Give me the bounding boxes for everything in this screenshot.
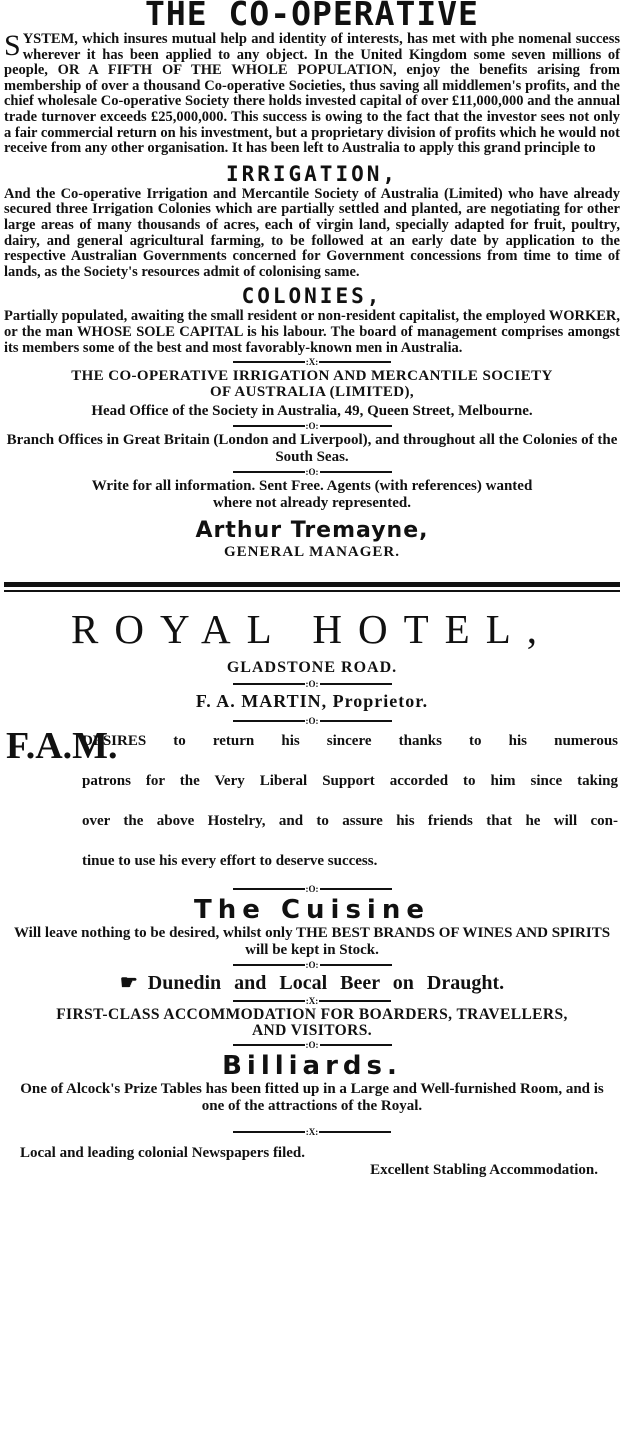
society-name-line2: OF AUSTRALIA (LIMITED), (209, 384, 415, 401)
hotel-proprietor: F. A. MARTIN, Proprietor. (195, 691, 429, 712)
billiards-text: One of Alcock's Prize Tables has been fitted up in a Large and Well-furnished Room, and is one of the attractions of the Royal. (20, 1081, 604, 1115)
cooperative-advertisement (4, 0, 620, 560)
manager-title: GENERAL MANAGER. (223, 544, 400, 561)
fam-initials: F.A.M. (6, 725, 118, 768)
separator: :O: (4, 960, 620, 970)
pointing-hand-icon: ☛ (119, 972, 138, 995)
colonies-heading: COLONIES, (241, 284, 383, 309)
separator: :O: (4, 467, 620, 477)
fam-line: tinue to use his every effort to deserve success. (82, 853, 378, 870)
fam-line: patrons for the Very Liberal Support accorded to him since taking (82, 773, 618, 790)
cooperative-intro (4, 29, 620, 157)
cuisine-heading: The Cuisine (194, 895, 430, 926)
drop-cap: S (4, 29, 21, 62)
beer-text: Dunedin and Local Beer on Draught. (147, 972, 505, 995)
irrigation-text: And the Co-operative Irrigation and Mercantile Society of Australia (Limited) who have already secured three Irrigation Colonies which are partially settled and planted, are negotiating for other large areas of many thousands of acres, each of virgin land, specially adapted for fruit, poultry, dairy, and general agricultural farming, to be followed at an early date by application to the respective Australian Governments concerned for Government concessions from time to time of lands, as the Society's resources admit of colonising same. (4, 185, 620, 280)
society-name-line1: THE CO-OPERATIVE IRRIGATION AND MERCANTILE SOCIETY (71, 368, 553, 385)
write-line-2: where not already represented. (212, 495, 412, 512)
billiards-heading: Billiards. (222, 1051, 402, 1082)
hotel-road: GLADSTONE ROAD. (226, 659, 398, 677)
separator: :O: (4, 884, 620, 894)
intro-text: YSTEM, which insures mutual help and identity of interests, has met with phe nomenal success wherever it has been applied to any object. In the United Kingdom some seven millions of people, OR A FIFTH OF THE WHOLE POPULATION, enjoy the benefits arising from membership of over a thousand Co-operative Societies, thus saving all middlemen's profits, and the chief wholesale Co-operative Society there holds invested capital of over £11,000,000 and the annual trade turnover exceeds £25,000,000. This success is owing to the fact that the investor sees not only a fair commercial return on his investment, but a proprietary division of profits which he would not receive from any other organisation. It has been left to Australia to apply this grand principle to (4, 31, 620, 157)
separator: :O: (4, 1040, 620, 1050)
separator: :O: (4, 716, 620, 726)
stabling-note: Excellent Stabling Accommodation. (370, 1162, 598, 1179)
irrigation-heading: IRRIGATION, (225, 161, 399, 186)
separator: :X: (4, 357, 620, 367)
fam-paragraph (4, 727, 620, 883)
accommodation-line2: AND VISITORS. (251, 1022, 373, 1040)
accommodation-line1: FIRST-CLASS ACCOMMODATION FOR BOARDERS, TRAVELLERS, (56, 1006, 568, 1024)
separator: :O: (4, 421, 620, 431)
divider-thick (4, 582, 620, 587)
royal-hotel-advertisement (4, 606, 620, 1179)
branch-offices: Branch Offices in Great Britain (London and Liverpool), and throughout all the Colonies of the South Seas. (6, 432, 618, 466)
separator: :X: (4, 1127, 620, 1137)
fam-line: DESIRES to return his sincere thanks to his numerous (82, 733, 618, 750)
head-office: Head Office of the Society in Australia, 49, Queen Street, Melbourne. (91, 403, 533, 420)
cooperative-title: THE CO-OPERATIVE (145, 0, 479, 33)
hotel-title: ROYAL HOTEL, (70, 606, 553, 653)
write-line-1: Write for all information. Sent Free. Agents (with references) wanted (91, 478, 533, 495)
newspapers-note: Local and leading colonial Newspapers filed. (20, 1145, 306, 1162)
manager-name: Arthur Tremayne, (195, 518, 429, 544)
beer-line (4, 971, 620, 995)
colonies-text: Partially populated, awaiting the small resident or non-resident capitalist, the employed WORKER, or the man WHOSE SOLE CAPITAL is his labour. The board of management comprises amongst its members some of the best and most favorably-known men in Australia. (4, 308, 620, 356)
cuisine-text: Will leave nothing to be desired, whilst only THE BEST BRANDS OF WINES AND SPIRITS will be kept in Stock. (13, 925, 611, 959)
divider-thin (4, 590, 620, 592)
fam-line: over the above Hostelry, and to assure his friends that he will con- (82, 813, 618, 830)
separator: :O: (4, 679, 620, 689)
separator: :X: (4, 996, 620, 1006)
